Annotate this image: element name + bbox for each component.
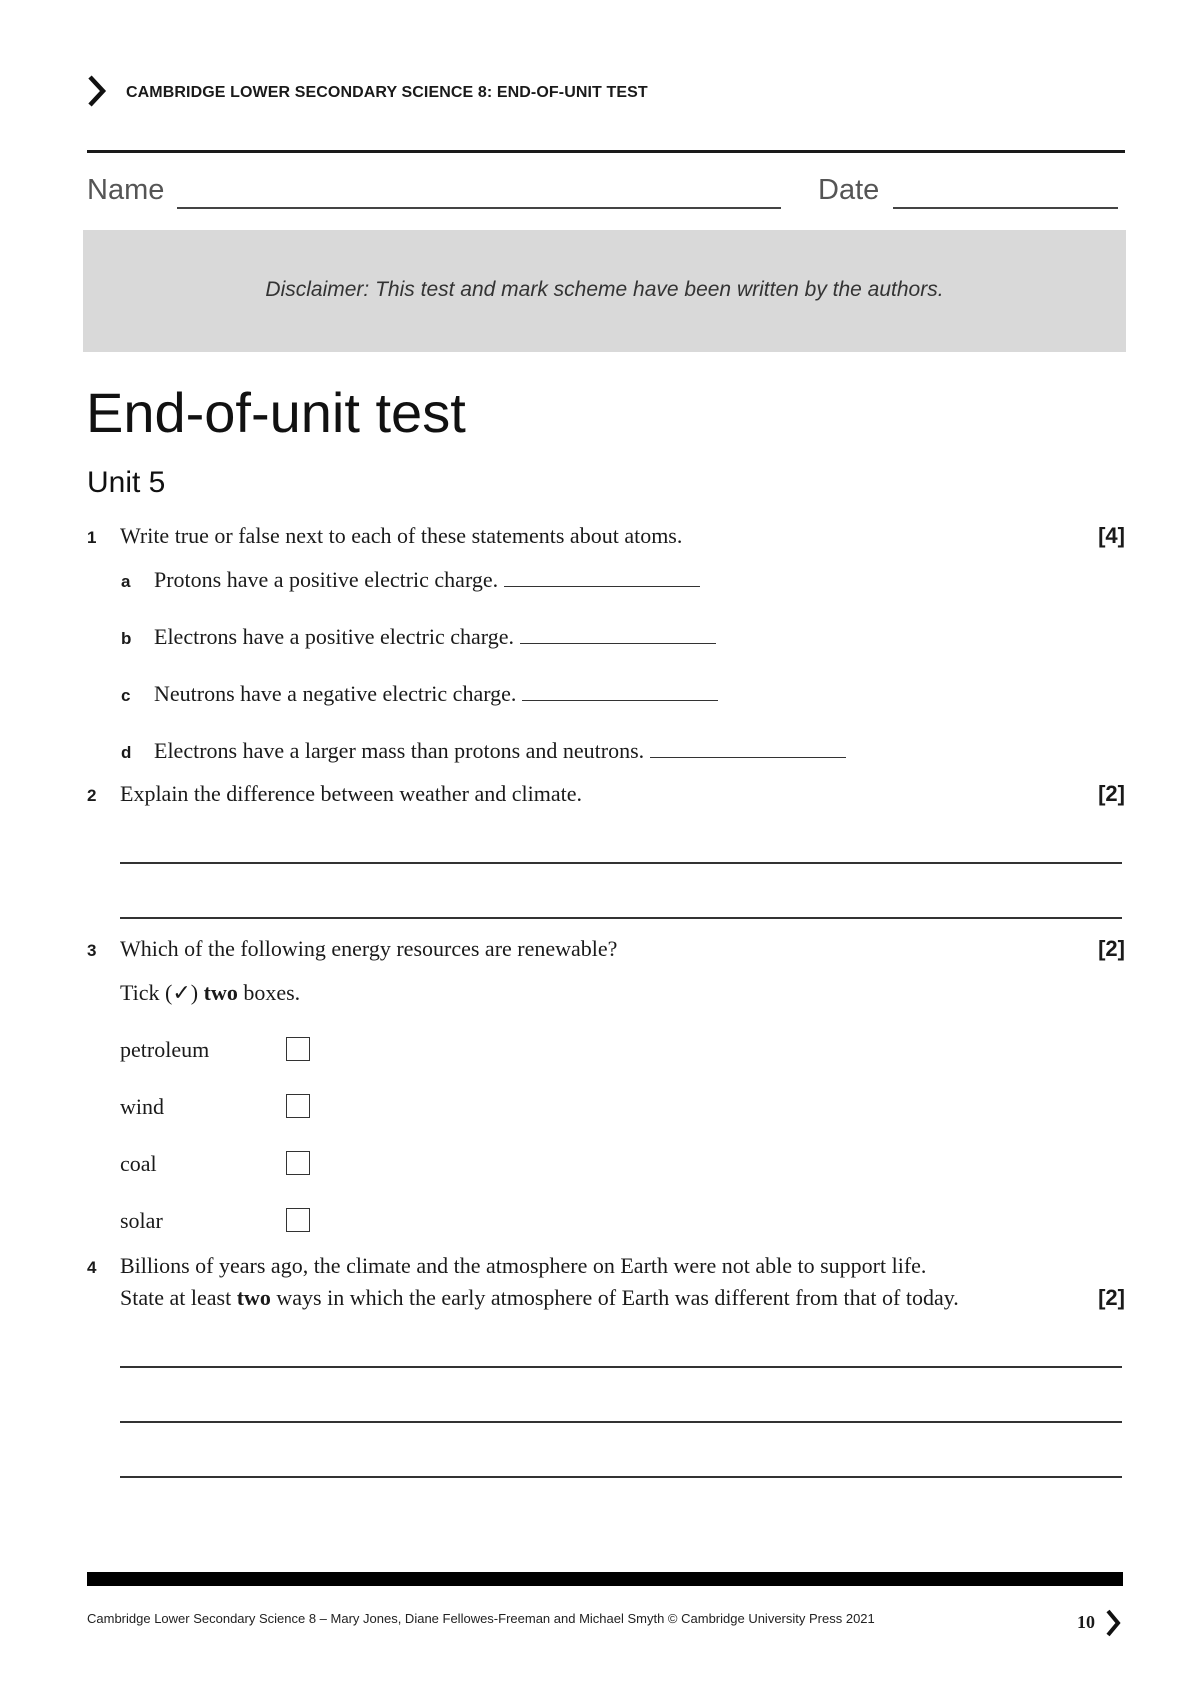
- q1b-item: [154, 624, 716, 650]
- q2-answer-line[interactable]: [120, 862, 1122, 864]
- q1d-answer-blank[interactable]: [650, 739, 846, 758]
- footer-text: Cambridge Lower Secondary Science 8 – Mary Jones, Diane Fellowes-Freeman and Michael Smyth © Cambridge University Press 2021: [87, 1611, 875, 1626]
- q2-number: 2: [87, 786, 97, 805]
- q4-line1: Billions of years ago, the climate and the atmosphere on Earth were not able to support life.: [120, 1253, 927, 1278]
- q3-instruction-post: boxes.: [237, 980, 301, 1005]
- q1c-answer-blank[interactable]: [522, 682, 718, 701]
- name-label: Name: [87, 174, 165, 206]
- q1-number: 1: [87, 528, 97, 547]
- checkbox-wind[interactable]: [286, 1094, 310, 1118]
- q4-line2-post: ways in which the early atmosphere of Earth was different from that of today.: [270, 1285, 959, 1310]
- q4-answer-line[interactable]: [120, 1476, 1122, 1478]
- q2-text: Explain the difference between weather and climate.: [120, 781, 582, 806]
- q1a-item: [154, 567, 700, 593]
- option-label-petroleum: petroleum: [120, 1037, 210, 1062]
- q4-line2-bold: two: [236, 1285, 271, 1310]
- q3-text: Which of the following energy resources are renewable?: [120, 936, 618, 961]
- q3-instruction-bold: two: [203, 980, 238, 1005]
- header-title: CAMBRIDGE LOWER SECONDARY SCIENCE 8: END-OF-UNIT TEST: [126, 84, 648, 101]
- q2-marks: [2]: [1098, 781, 1125, 806]
- page-number: 10: [1077, 1612, 1095, 1632]
- q2-answer-line[interactable]: [120, 917, 1122, 919]
- checkbox-petroleum[interactable]: [286, 1037, 310, 1061]
- q1d-item: [154, 738, 846, 764]
- q1d-text: Electrons have a larger mass than protons and neutrons.: [154, 738, 645, 763]
- q4-line2-pre: State at least: [120, 1285, 237, 1310]
- q1c-letter: c: [121, 686, 131, 705]
- q4-marks: [2]: [1098, 1285, 1125, 1310]
- q1a-letter: a: [121, 572, 131, 591]
- name-field[interactable]: [177, 207, 781, 209]
- checkbox-solar[interactable]: [286, 1208, 310, 1232]
- q1b-text: Electrons have a positive electric charge.: [154, 624, 514, 649]
- option-label-solar: solar: [120, 1208, 163, 1233]
- q1c-text: Neutrons have a negative electric charge.: [154, 681, 517, 706]
- q3-instruction-pre: Tick (✓): [120, 980, 204, 1005]
- q3-instruction: [120, 980, 300, 1006]
- q4-answer-line[interactable]: [120, 1421, 1122, 1423]
- q4-line2: [120, 1285, 959, 1311]
- header-rule: [87, 150, 1125, 153]
- checkbox-coal[interactable]: [286, 1151, 310, 1175]
- q1d-letter: d: [121, 743, 132, 762]
- q1-text: Write true or false next to each of these statements about atoms.: [120, 523, 683, 548]
- date-label: Date: [818, 174, 880, 206]
- q1b-letter: b: [121, 629, 132, 648]
- disclaimer-text: Disclaimer: This test and mark scheme have been written by the authors.: [265, 278, 944, 301]
- chevron-right-icon: [1104, 1609, 1122, 1637]
- disclaimer-box: [83, 230, 1126, 352]
- q1-marks: [4]: [1098, 523, 1125, 548]
- q3-number: 3: [87, 941, 97, 960]
- q1b-answer-blank[interactable]: [520, 625, 716, 644]
- unit-title: Unit 5: [87, 466, 166, 499]
- q3-marks: [2]: [1098, 936, 1125, 961]
- page-title: End-of-unit test: [86, 381, 466, 444]
- q1a-text: Protons have a positive electric charge.: [154, 567, 499, 592]
- option-label-coal: coal: [120, 1151, 157, 1176]
- footer-bar: [87, 1572, 1123, 1586]
- option-label-wind: wind: [120, 1094, 164, 1119]
- q4-number: 4: [87, 1258, 97, 1277]
- q4-answer-line[interactable]: [120, 1366, 1122, 1368]
- chevron-right-icon: [84, 74, 108, 108]
- q1a-answer-blank[interactable]: [504, 568, 700, 587]
- date-field[interactable]: [893, 207, 1118, 209]
- q1c-item: [154, 681, 718, 707]
